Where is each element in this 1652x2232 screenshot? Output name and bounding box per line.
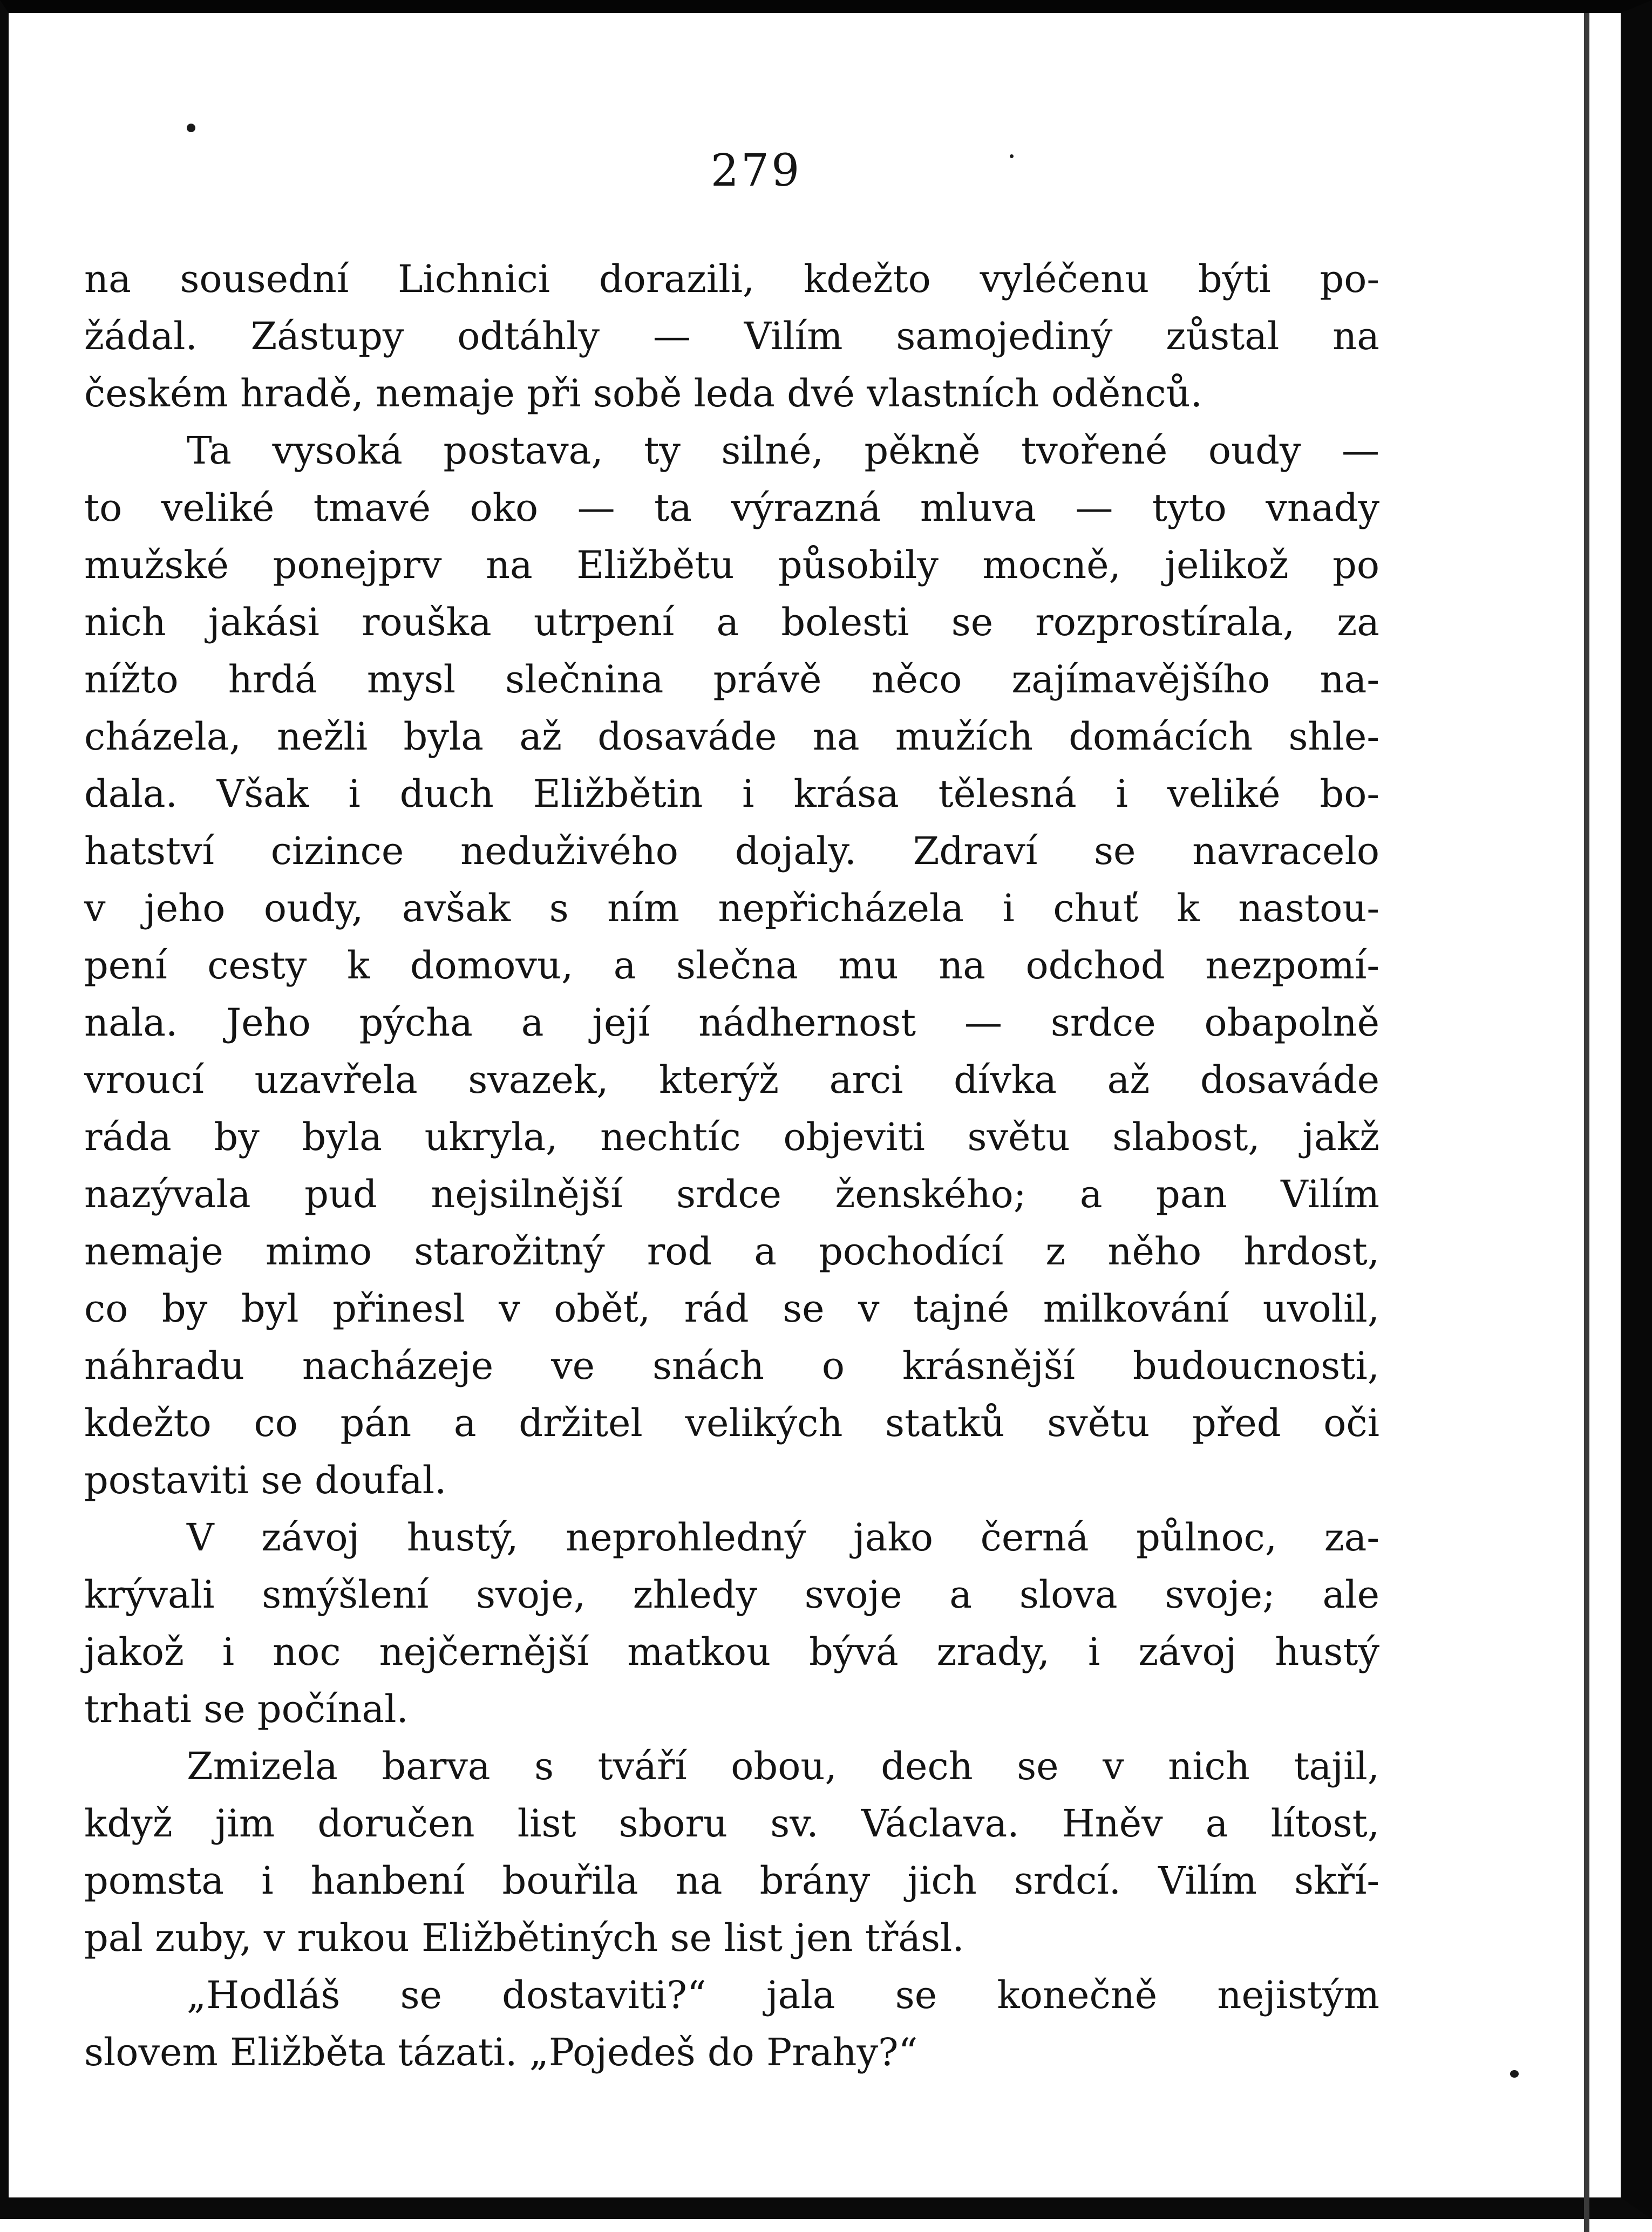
scan-edge (1584, 13, 1589, 2232)
text-line: pomsta i hanbení bouřila na brány jich srdcí. Vilím skří- (84, 1859, 1379, 1903)
text-line: co by byl přinesl v oběť, rád se v tajné milkování uvolil, (84, 1287, 1379, 1331)
text-line: nemaje mimo starožitný rod a pochodící z něho hrdost, (84, 1229, 1379, 1274)
ink-speck (1510, 2070, 1519, 2078)
text-line: na sousední Lichnici dorazili, kdežto vyléčenu býti po- (84, 257, 1379, 301)
text-line: žádal. Zástupy odtáhly — Vilím samojediný zůstal na (84, 314, 1379, 358)
text-line: cházela, nežli byla až dosaváde na mužích domácích shle- (84, 714, 1379, 759)
text-line: trhati se počínal. (84, 1687, 409, 1731)
text-line: krývali smýšlení svoje, zhledy svoje a slova svoje; ale (84, 1573, 1379, 1617)
text-line: nížto hrdá mysl slečnina právě něco zajímavějšího na- (84, 657, 1379, 702)
page-number: 279 (710, 145, 802, 196)
text-line: slovem Eližběta tázati. „Pojedeš do Prahy?“ (84, 2030, 918, 2074)
text-line: náhradu nacházeje ve snách o krásnější budoucnosti, (84, 1344, 1379, 1388)
text-line: postaviti se doufal. (84, 1458, 447, 1502)
text-line: českém hradě, nemaje při sobě leda dvé vlastních oděnců. (84, 371, 1202, 416)
text-line: jakož i noc nejčernější matkou bývá zrady, i závoj hustý (84, 1630, 1379, 1674)
text-line: dala. Však i duch Eližbětin i krása tělesná i veliké bo- (84, 772, 1379, 816)
text-line: „Hodláš se dostaviti?“ jala se konečně nejistým (187, 1973, 1379, 2017)
text-line: ráda by byla ukryla, nechtíc objeviti světu slabost, jakž (84, 1115, 1379, 1159)
text-line: vroucí uzavřela svazek, kterýž arci dívka až dosaváde (84, 1058, 1379, 1102)
text-line: Ta vysoká postava, ty silné, pěkně tvořené oudy — (187, 428, 1379, 473)
text-line: V závoj hustý, neprohledný jako černá půlnoc, za- (187, 1515, 1379, 1560)
text-line: pení cesty k domovu, a slečna mu na odchod nezpomí- (84, 943, 1379, 988)
text-line: když jim doručen list sboru sv. Václava. Hněv a lítost, (84, 1801, 1379, 1846)
text-line: kdežto co pán a držitel velikých statků světu před oči (84, 1401, 1379, 1445)
text-line: to veliké tmavé oko — ta výrazná mluva — tyto vnady (84, 486, 1379, 530)
text-line: mužské ponejprv na Eližbětu působily mocně, jelikož po (84, 543, 1379, 587)
text-line: nala. Jeho pýcha a její nádhernost — srdce obapolně (84, 1001, 1379, 1045)
text-line: Zmizela barva s tváří obou, dech se v nich tajil, (187, 1744, 1379, 1788)
ink-speck (187, 124, 195, 132)
text-line: pal zuby, v rukou Eližbětiných se list jen třásl. (84, 1916, 964, 1960)
text-line: v jeho oudy, avšak s ním nepřicházela i chuť k nastou- (84, 886, 1379, 930)
text-line: hatství cizince neduživého dojaly. Zdraví se navracelo (84, 829, 1379, 873)
text-line: nazývala pud nejsilnější srdce ženského; a pan Vilím (84, 1172, 1379, 1216)
text-line: nich jakási rouška utrpení a bolesti se rozprostírala, za (84, 600, 1379, 644)
text-body (84, 250, 1379, 2081)
